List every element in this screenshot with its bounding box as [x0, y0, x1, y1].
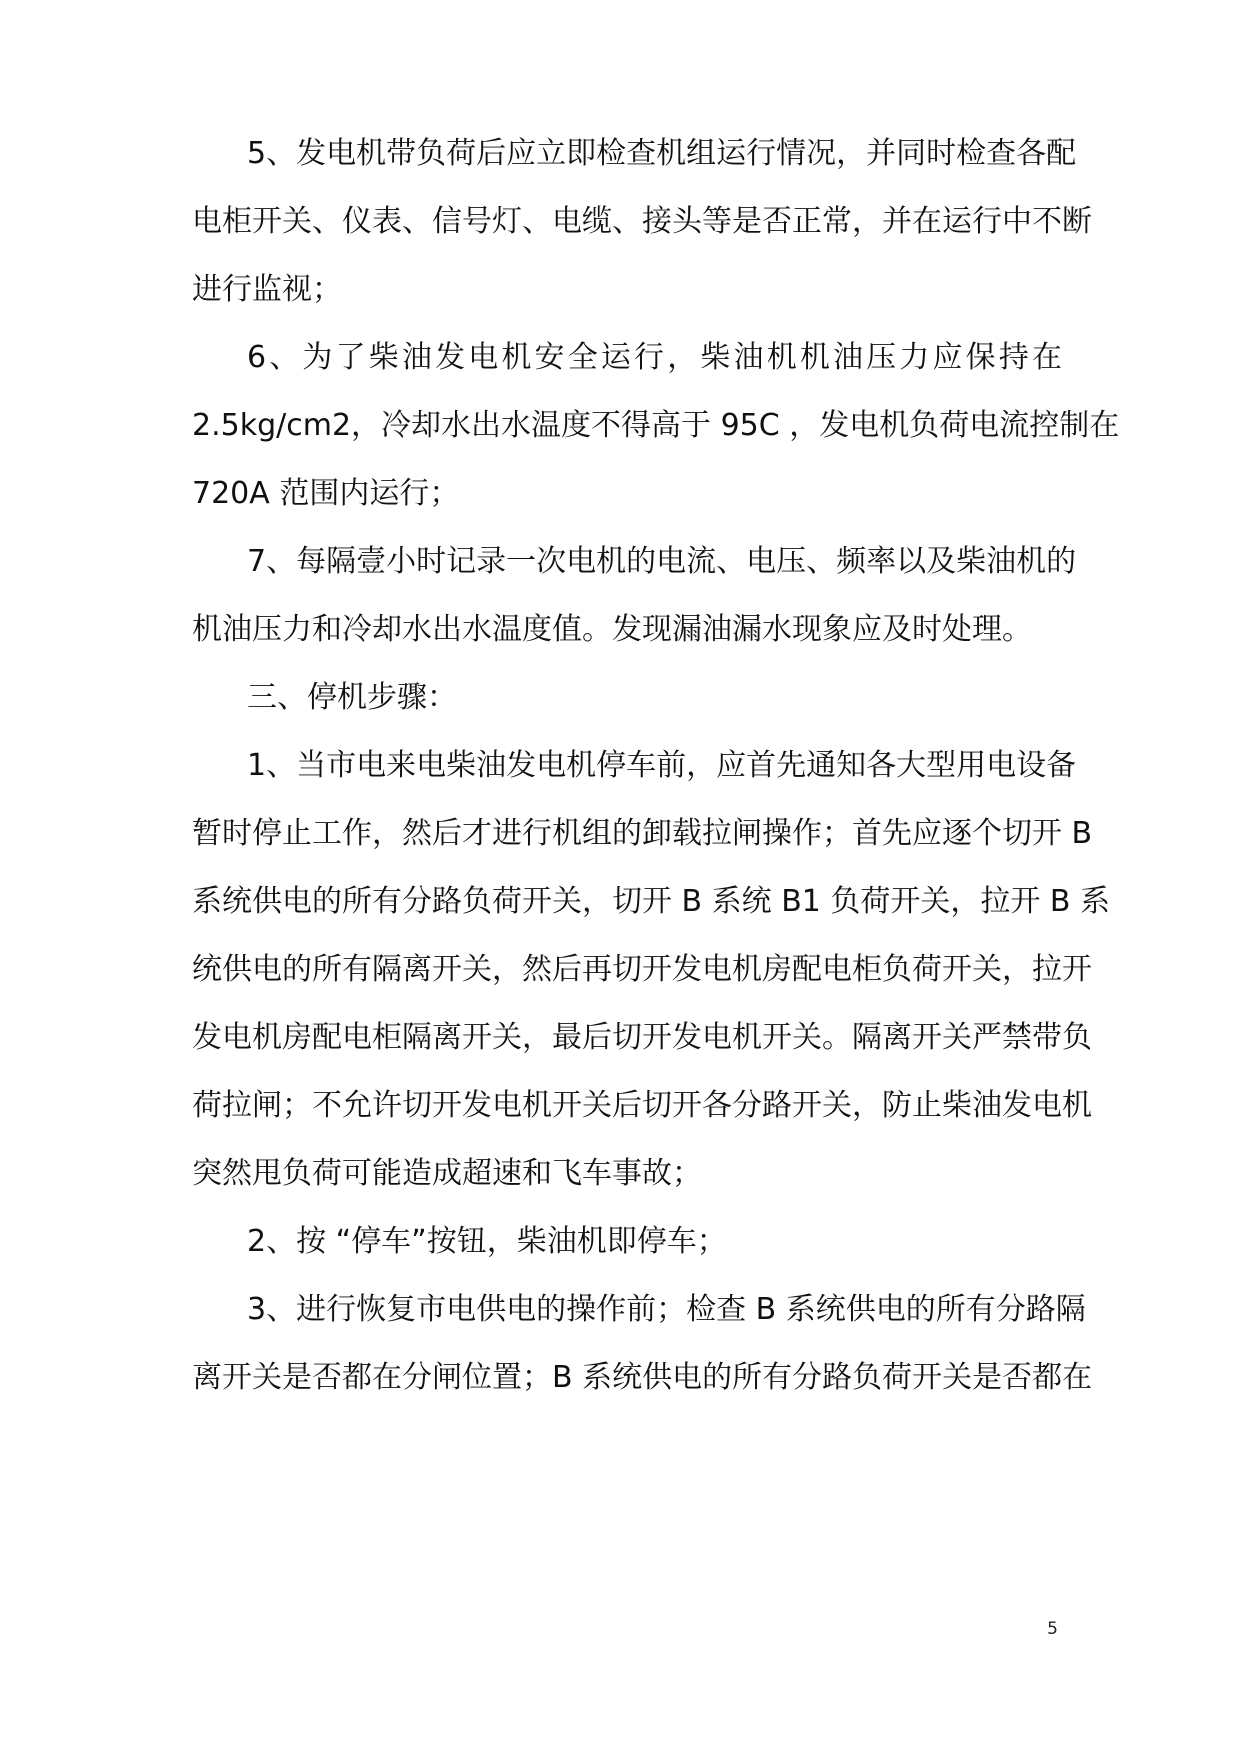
step-1-line-3: 系统供电的所有分路负荷开关，切开 B 系统 B1 负荷开关，拉开 B 系: [192, 884, 1111, 919]
paragraph-6-line-3: 720A 范围内运行；: [192, 476, 460, 511]
paragraph-5-line-2: 电柜开关、仪表、信号灯、电缆、接头等是否正常，并在运行中不断: [192, 204, 1092, 239]
step-1-line-6: 荷拉闸；不允许切开发电机开关后切开各分路开关，防止柴油发电机: [192, 1088, 1092, 1123]
step-2-line-1: 2、按 “停车”按钮，柴油机即停车；: [247, 1224, 727, 1259]
section-heading-shutdown-steps: 三、停机步骤：: [247, 680, 457, 715]
step-1-line-4: 统供电的所有隔离开关，然后再切开发电机房配电柜负荷开关，拉开: [192, 952, 1092, 987]
step-1-line-2: 暂时停止工作，然后才进行机组的卸载拉闸操作；首先应逐个切开 B: [192, 816, 1093, 851]
step-1-line-5: 发电机房配电柜隔离开关，最后切开发电机开关。隔离开关严禁带负: [192, 1020, 1092, 1055]
step-1-line-1: 1、当市电来电柴油发电机停车前，应首先通知各大型用电设备: [247, 748, 1077, 783]
step-3-line-1: 3、进行恢复市电供电的操作前；检查 B 系统供电的所有分路隔: [247, 1292, 1086, 1327]
paragraph-6-line-2: 2.5kg/cm2，冷却水出水温度不得高于 95C ，发电机负荷电流控制在: [192, 408, 1120, 443]
paragraph-5-line-3: 进行监视；: [192, 272, 342, 307]
page-number: 5: [1047, 1619, 1058, 1639]
paragraph-7-line-2: 机油压力和冷却水出水温度值。发现漏油漏水现象应及时处理。: [192, 612, 1032, 647]
step-3-line-2: 离开关是否都在分闸位置；B 系统供电的所有分路负荷开关是否都在: [192, 1360, 1093, 1395]
paragraph-5-line-1: 5、发电机带负荷后应立即检查机组运行情况，并同时检查各配: [247, 136, 1077, 171]
paragraph-6-line-1: 6、为了柴油发电机安全运行，柴油机机油压力应保持在: [247, 340, 1062, 375]
step-1-line-7: 突然甩负荷可能造成超速和飞车事故；: [192, 1156, 702, 1191]
paragraph-7-line-1: 7、每隔壹小时记录一次电机的电流、电压、频率以及柴油机的: [247, 544, 1077, 579]
